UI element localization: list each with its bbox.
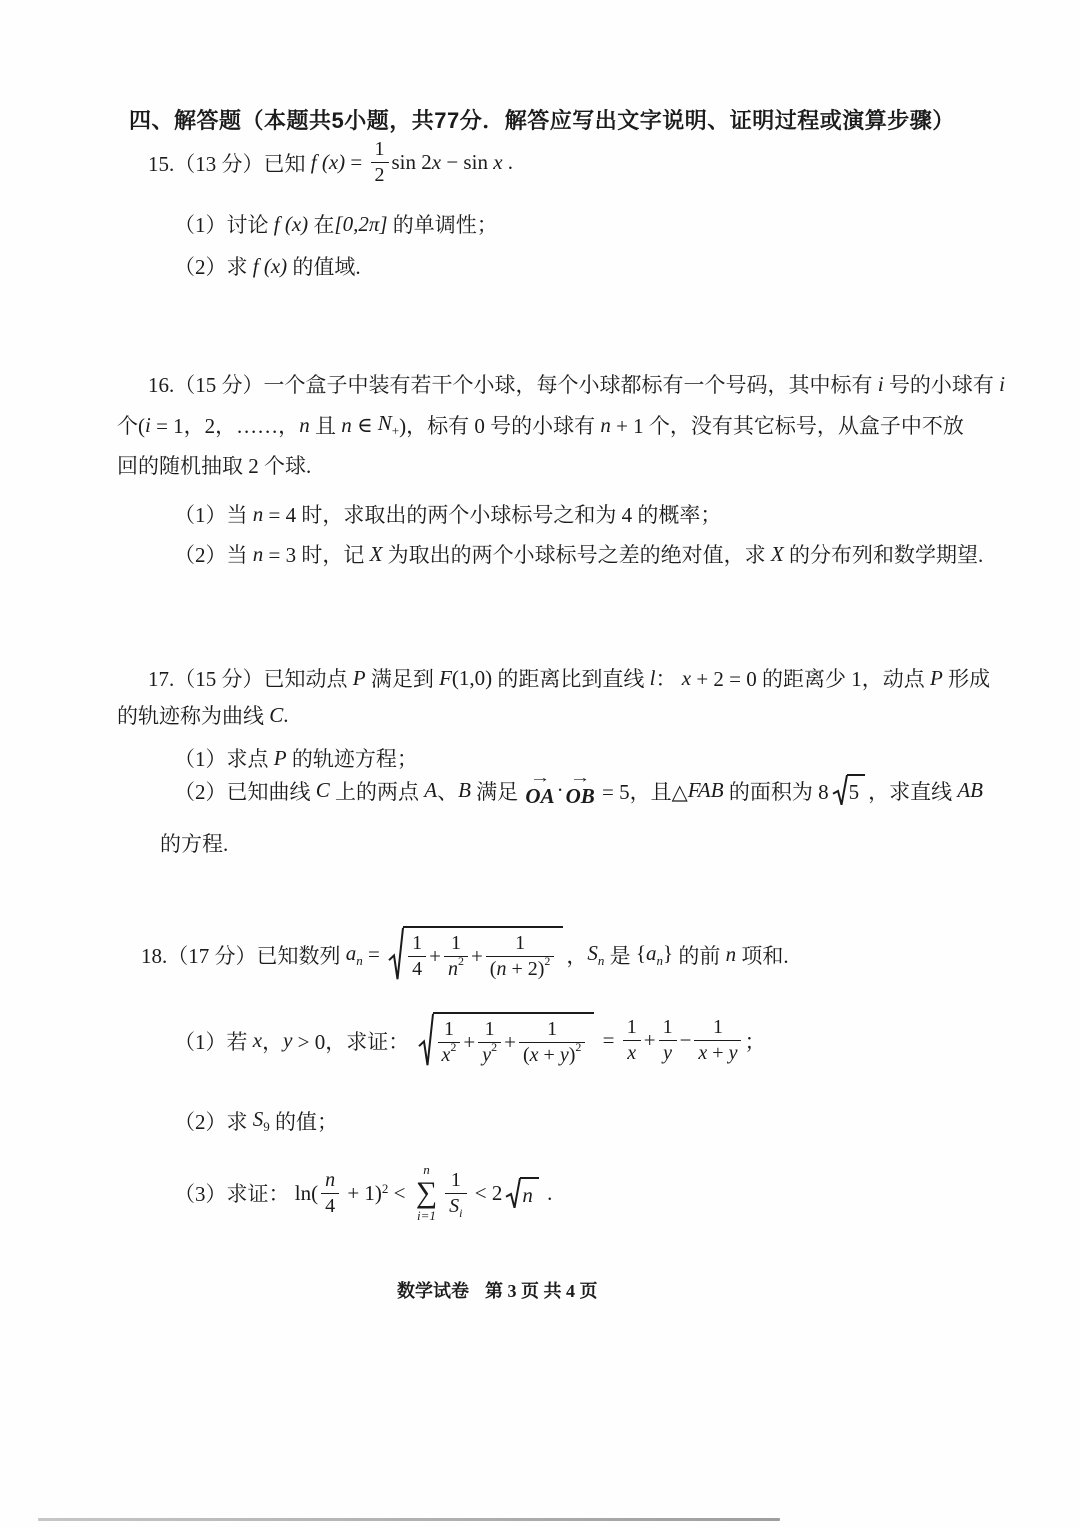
- text: (: [489, 958, 497, 980]
- text: +: [470, 944, 483, 968]
- problem-18-part-2: [174, 1106, 338, 1136]
- numerator: 1: [412, 932, 423, 954]
- superscript: 2: [491, 1040, 498, 1054]
- math-var: y: [559, 1044, 569, 1066]
- footer-page-number: 第 3 页 共 4 页: [485, 1281, 598, 1301]
- math-var: n: [600, 412, 611, 437]
- problem-16-line-1: [148, 369, 1005, 399]
- math-var: a: [345, 940, 357, 965]
- text: ，求直线: [868, 779, 958, 804]
- vector-arrow-icon: →: [569, 771, 591, 786]
- text: .: [283, 702, 289, 727]
- math-var: S: [587, 940, 598, 965]
- fraction: [478, 1018, 501, 1067]
- math-var: X: [770, 541, 784, 566]
- math-var: y: [663, 1042, 672, 1064]
- math-var: i: [999, 371, 1005, 396]
- math-var: n: [325, 1168, 336, 1191]
- superscript: 2: [381, 1180, 389, 1196]
- math-var: y: [728, 1042, 738, 1064]
- math-var: n: [252, 541, 264, 566]
- summation-operator: [416, 1162, 437, 1225]
- math-var: x: [441, 1044, 451, 1066]
- text: (: [522, 1044, 530, 1066]
- fraction: [371, 138, 389, 187]
- numerator: 1: [450, 932, 461, 954]
- vector-OB: [565, 771, 595, 808]
- problem-18-part-3: [174, 1162, 552, 1225]
- text: + 2): [506, 958, 545, 980]
- math-var: x: [529, 1044, 539, 1066]
- math-var: A: [424, 778, 438, 803]
- text: 的轨迹称为曲线: [117, 704, 270, 728]
- fraction: [623, 1016, 641, 1065]
- numerator: 1: [662, 1016, 673, 1038]
- text: 15.（13 分）已知: [148, 151, 311, 176]
- text: 的前: [673, 943, 726, 968]
- text: (1,0): [451, 665, 493, 690]
- square-root: [505, 1177, 539, 1210]
- text: 满足到: [365, 667, 440, 691]
- text: ，: [566, 943, 588, 968]
- text: 的方程.: [160, 832, 229, 856]
- text: 回的随机抽取 2 个球.: [117, 454, 312, 478]
- subscript: i: [459, 1205, 463, 1220]
- text: +: [463, 1030, 476, 1054]
- numerator: 1: [515, 932, 526, 954]
- denominator: 2: [374, 164, 385, 186]
- math-var: x: [681, 665, 692, 690]
- sigma-icon: ∑: [415, 1176, 438, 1210]
- section-header: [129, 104, 955, 135]
- radicand: 5: [848, 780, 860, 805]
- text: （1）求点: [174, 747, 274, 771]
- text: 的轨迹方程；: [286, 747, 418, 771]
- text: +: [429, 944, 441, 968]
- math-var: n: [299, 412, 310, 437]
- text: = 4 时，求取出的两个小球标号之和为 4 的概率；: [263, 503, 722, 527]
- problem-15-stem: [148, 138, 513, 187]
- section-title: 四、解答题（本题共5小题，共77分．解答应写出文字说明、证明过程或演算步骤）: [129, 108, 955, 133]
- text: .: [502, 150, 514, 174]
- math-var: x: [698, 1042, 708, 1064]
- math-var: n: [725, 942, 737, 966]
- text: + 1): [342, 1180, 382, 1205]
- problem-17-part-2-cont: [160, 828, 228, 858]
- math-var: S: [449, 1194, 460, 1217]
- math-S-9: [253, 1107, 270, 1135]
- text: （1）当: [174, 503, 253, 527]
- text: + 2 = 0 的距离少 1，动点: [691, 667, 931, 691]
- text: （2）已知曲线: [174, 779, 316, 804]
- square-root: [418, 1012, 595, 1069]
- text: （1）讨论: [174, 213, 274, 237]
- text: 满足: [470, 779, 524, 804]
- problem-16-part-2: [174, 539, 983, 569]
- text: <: [388, 1180, 411, 1205]
- text: =: [362, 942, 386, 966]
- numerator: 1: [547, 1018, 558, 1040]
- math-var: X: [369, 541, 383, 566]
- text: 的值；: [269, 1110, 338, 1134]
- subscript: +: [391, 423, 400, 438]
- subscript: n: [356, 952, 363, 968]
- math-var: f (x): [252, 253, 288, 278]
- radical-icon: [418, 1012, 434, 1069]
- numerator: 1: [450, 1168, 461, 1191]
- problem-16-line-2: [117, 410, 964, 440]
- text: + 1 个，没有其它标号，从盒子中不放: [610, 414, 964, 438]
- text: .: [541, 1180, 553, 1205]
- text: （2）求: [174, 255, 253, 279]
- problem-17-part-2: [174, 771, 983, 808]
- radical-icon: [832, 774, 848, 807]
- numerator: 1: [712, 1016, 723, 1038]
- math-symbol-N-plus: [378, 411, 399, 439]
- math-var: x: [627, 1042, 637, 1064]
- page-footer: [397, 1277, 598, 1303]
- vector-arrow-icon: →: [529, 771, 551, 786]
- math-var: S: [252, 1107, 264, 1131]
- text: 为取出的两个小球标号之差的绝对值，求: [382, 543, 771, 567]
- problem-17-line-2: [117, 700, 289, 730]
- math-var: x: [431, 150, 442, 174]
- text: = 5，且△: [596, 779, 688, 804]
- denominator: 4: [412, 958, 423, 980]
- problem-15-part-2: [174, 251, 361, 281]
- fraction: [486, 932, 555, 981]
- math-var: x: [252, 1028, 263, 1052]
- text: 个(: [117, 414, 145, 438]
- text: 形成: [942, 667, 991, 691]
- math-S-n: [587, 941, 604, 969]
- math-var: C: [269, 702, 284, 727]
- math-var: C: [315, 778, 330, 803]
- math-var: P: [930, 665, 943, 690]
- vector-OA: [525, 771, 555, 808]
- text: ln(: [294, 1180, 319, 1205]
- text: }: [663, 940, 674, 965]
- math-var: f (x): [273, 211, 309, 236]
- subscript: 9: [263, 1119, 270, 1134]
- text: （2）当: [174, 543, 253, 567]
- problem-16-line-3: [117, 450, 311, 480]
- text: 18.（17 分）已知数列: [141, 943, 346, 968]
- text: = 1，2，……，: [150, 414, 300, 438]
- text: ：: [655, 667, 682, 691]
- math-close-paren-squared: [342, 1181, 388, 1206]
- text: − sin: [441, 150, 494, 174]
- numerator: 1: [443, 1018, 454, 1040]
- radical-icon: [505, 1177, 521, 1210]
- fraction: [438, 1018, 461, 1067]
- text: （1）若: [174, 1029, 253, 1054]
- fraction: [519, 1018, 585, 1067]
- text: 17.（15 分）已知动点: [148, 667, 353, 691]
- text: > 0，求证：: [292, 1029, 415, 1054]
- page-edge-line: [38, 1518, 780, 1521]
- radicand: n: [522, 1182, 533, 1207]
- fraction: [659, 1016, 677, 1065]
- text: = 3 时，记: [263, 543, 370, 567]
- math-set-a-n: [636, 941, 673, 969]
- superscript: 2: [457, 954, 464, 968]
- text: sin 2: [391, 150, 432, 174]
- text: （3）求证：: [174, 1182, 295, 1207]
- math-var: B: [458, 778, 471, 803]
- numerator: 1: [626, 1016, 637, 1038]
- text: 是: [604, 943, 636, 968]
- square-root: [832, 774, 866, 807]
- text: +: [643, 1028, 656, 1052]
- text: 在: [308, 213, 335, 237]
- text: ，: [262, 1029, 284, 1054]
- math-var: FAB: [687, 778, 724, 803]
- superscript: 2: [544, 954, 551, 968]
- text: {: [635, 940, 646, 965]
- text: < 2: [469, 1180, 503, 1205]
- text: 、: [437, 779, 459, 804]
- square-root: [388, 926, 563, 983]
- text: 且: [309, 414, 342, 438]
- denominator: 4: [325, 1194, 336, 1217]
- text: 项和.: [736, 943, 789, 968]
- math-var: n: [496, 958, 507, 980]
- superscript: 2: [575, 1040, 582, 1054]
- fraction: [408, 932, 426, 981]
- fraction: [445, 1169, 466, 1218]
- text: =: [345, 150, 368, 174]
- math-var: N: [377, 411, 392, 435]
- problem-16-part-1: [174, 499, 721, 529]
- problem-15-part-1: [174, 209, 498, 239]
- text: （2）求: [174, 1110, 253, 1134]
- math-var: y: [283, 1028, 293, 1052]
- numerator: 1: [484, 1018, 495, 1040]
- fraction: [321, 1169, 339, 1218]
- numerator: 1: [374, 138, 385, 160]
- math-var: i: [877, 371, 884, 396]
- text: 的单调性；: [387, 213, 498, 237]
- subscript: n: [656, 952, 663, 968]
- text: )，标有 0 号的小球有: [399, 414, 601, 438]
- text: 上的两点: [329, 779, 425, 804]
- math-var: a: [646, 940, 657, 965]
- problem-18-part-1: [174, 1012, 765, 1069]
- math-var: i: [145, 412, 151, 437]
- math-var: f (x): [310, 150, 346, 174]
- math-var: n: [447, 958, 458, 980]
- problem-17-line-1: [148, 663, 990, 693]
- text: +: [707, 1042, 729, 1064]
- radical-icon: [388, 926, 404, 983]
- math-var: OA: [525, 784, 555, 808]
- math-var: F: [439, 665, 452, 690]
- math-var: AB: [957, 778, 983, 803]
- text: ∈: [351, 412, 378, 437]
- math-var: P: [352, 665, 366, 690]
- math-a-n: [346, 941, 363, 969]
- math-point-F: [439, 666, 492, 691]
- subscript: n: [597, 952, 605, 968]
- superscript: 2: [450, 1040, 457, 1054]
- text: 16.（15 分）一个盒子中装有若干个小球，每个小球都标有一个号码，其中标有: [148, 373, 878, 397]
- text: =: [597, 1028, 620, 1052]
- text: ；: [744, 1029, 766, 1054]
- text: 的面积为 8: [723, 779, 829, 804]
- math-var: n: [252, 501, 264, 526]
- math-var: n: [341, 412, 352, 437]
- text: +: [504, 1030, 516, 1054]
- fraction: [694, 1016, 741, 1065]
- text: 的值域.: [287, 255, 361, 279]
- text: 号的小球有: [883, 373, 1000, 397]
- problem-18-stem: [141, 926, 789, 983]
- footer-doc-title: 数学试卷: [397, 1281, 469, 1301]
- math-var: y: [482, 1044, 492, 1066]
- dot-operator: ·: [556, 778, 564, 803]
- math-interval: [0,2π]: [334, 211, 388, 236]
- math-var: OB: [565, 784, 595, 808]
- text: 的距离比到直线: [492, 667, 650, 691]
- text: −: [679, 1028, 692, 1052]
- text: 的分布列和数学期望.: [783, 543, 984, 567]
- sum-upper-limit: n: [423, 1162, 430, 1177]
- sum-lower-limit: i=1: [417, 1208, 436, 1224]
- text: ): [568, 1044, 576, 1066]
- math-var: l: [649, 665, 656, 690]
- fraction: [444, 932, 468, 981]
- text: +: [538, 1044, 560, 1066]
- math-var: P: [273, 745, 287, 770]
- problem-17-part-1: [174, 743, 418, 773]
- math-var: x: [493, 150, 503, 174]
